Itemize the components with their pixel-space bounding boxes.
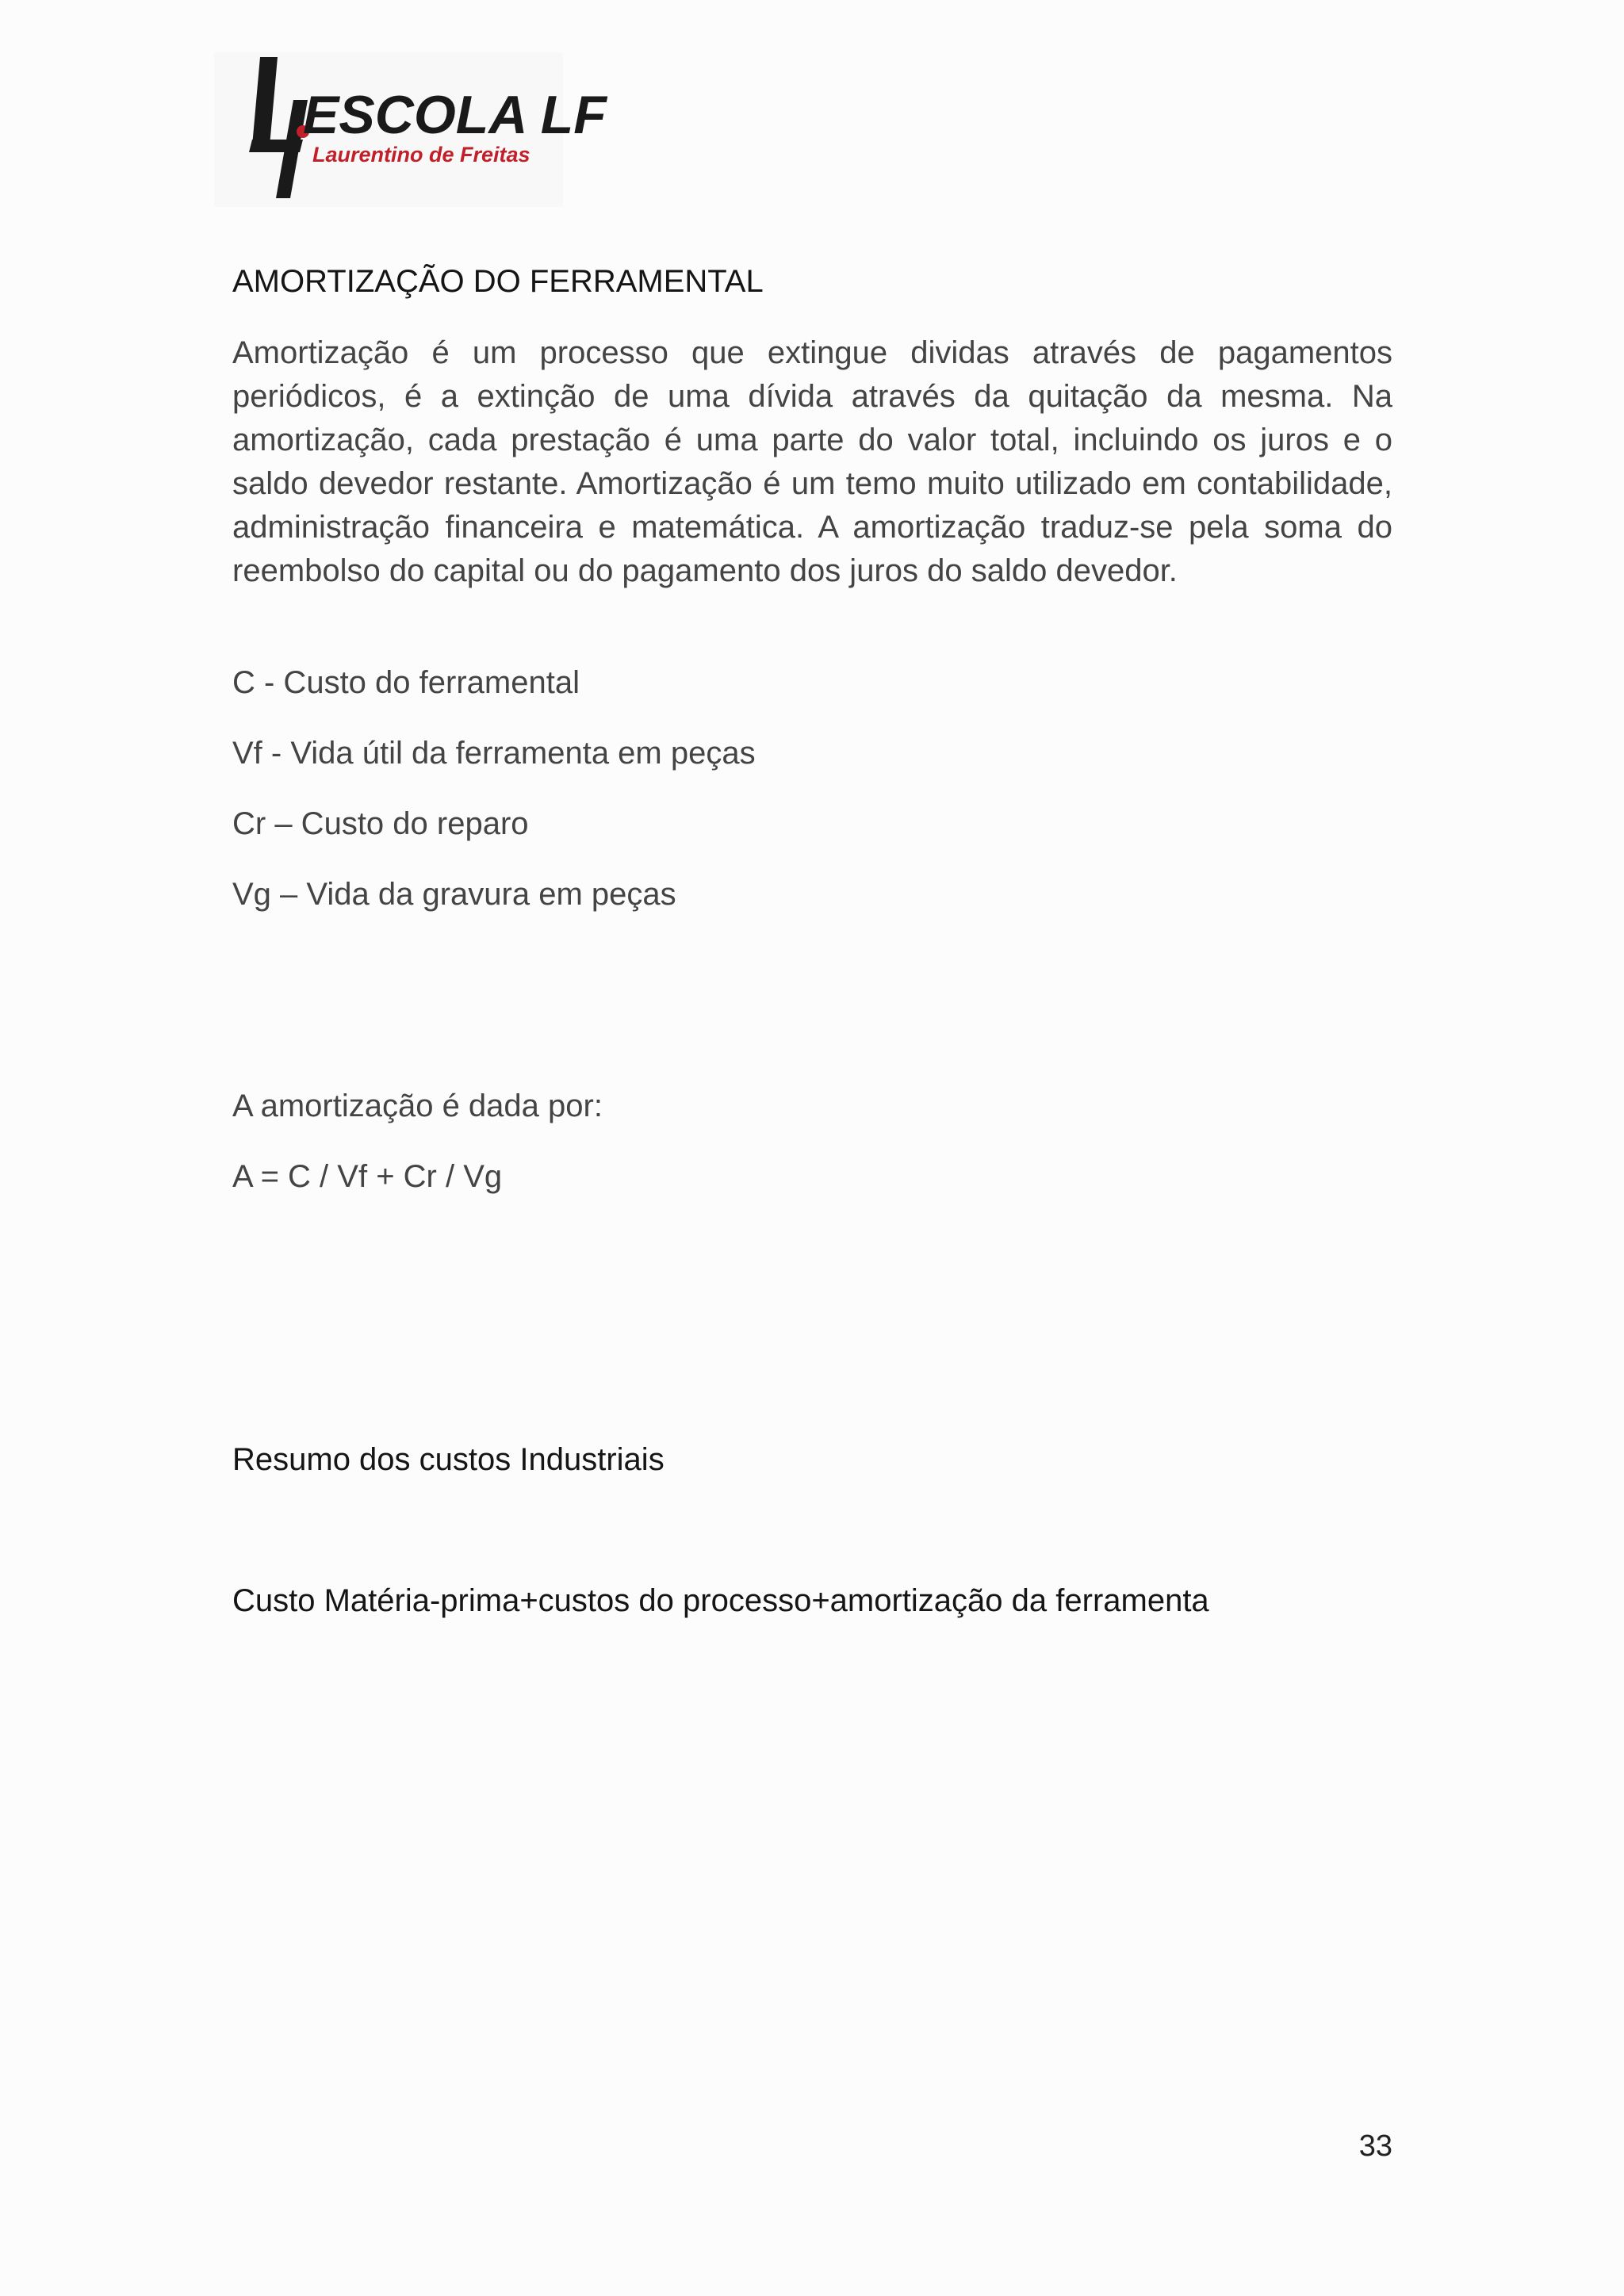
- summary-formula: Custo Matéria-prima+custos do processo+amortização da ferramenta: [232, 1583, 1209, 1618]
- section-title: AMORTIZAÇÃO DO FERRAMENTAL: [232, 264, 764, 299]
- intro-paragraph: Amortização é um processo que extingue dividas através de pagamentos periódicos, é a extinção de uma dívida através da quitação da mesma. Na amortização, cada prestação é uma parte do valor total, incluindo os juros e o saldo devedor restante. Amortização é um temo muito utilizado em contabilidade, administração financeira e matemática. A amortização traduz-se pela soma do reembolso do capital ou do pagamento dos juros do saldo devedor.: [232, 335, 1392, 588]
- definition-item: C - Custo do ferramental: [232, 665, 580, 700]
- definition-item: Vg – Vida da gravura em peças: [232, 877, 676, 912]
- page-number: 33: [1358, 2130, 1392, 2163]
- formula-intro: A amortização é dada por:: [232, 1089, 603, 1123]
- school-logo: [214, 52, 607, 207]
- logo-subtitle: Laurentino de Freitas: [312, 143, 530, 166]
- logo-l-vertical: [252, 57, 278, 146]
- definition-item: Vf - Vida útil da ferramenta em peças: [232, 736, 756, 771]
- formula: A = C / Vf + Cr / Vg: [232, 1159, 503, 1194]
- definition-item: Cr – Custo do reparo: [232, 806, 529, 841]
- logo-graphic: [214, 52, 607, 207]
- summary-title: Resumo dos custos Industriais: [232, 1442, 665, 1477]
- logo-name: ESCOLA LF: [303, 85, 607, 145]
